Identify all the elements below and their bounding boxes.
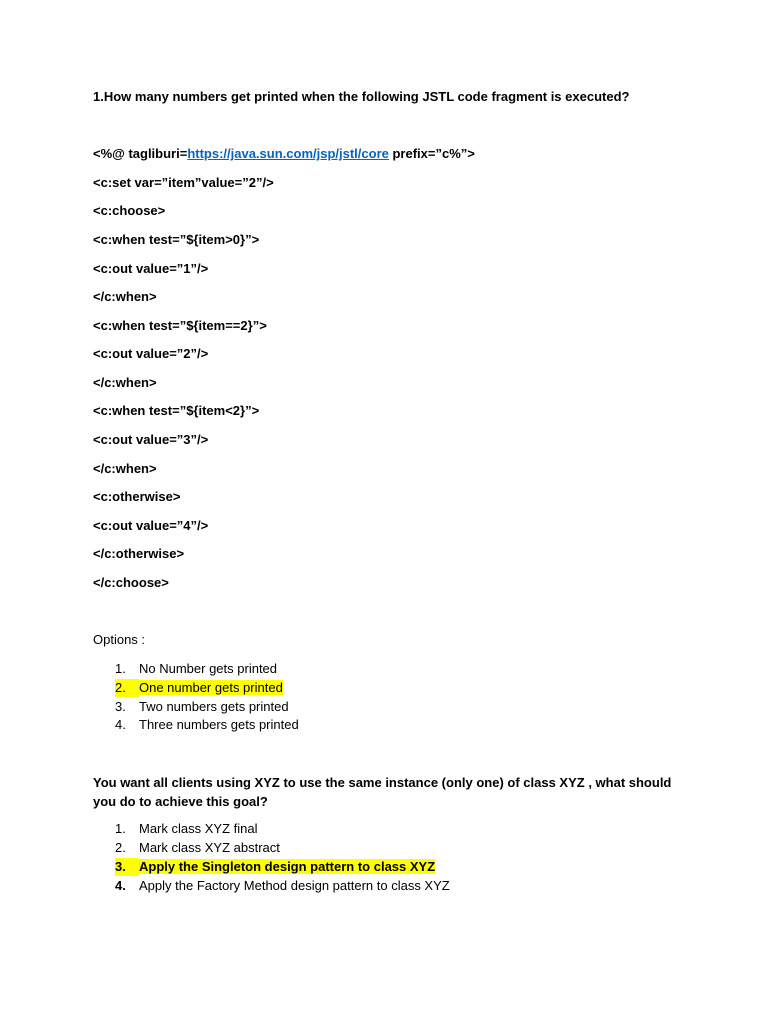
code-line: <c:out value=”4”/> <box>93 518 209 533</box>
q2-option-4 <box>115 877 450 895</box>
code-line: <c:out value=”3”/> <box>93 432 209 447</box>
code-line: </c:choose> <box>93 575 169 590</box>
option-number: 3. <box>115 858 139 876</box>
question-2-text: You want all clients using XYZ to use the same instance (only one) of class XYZ , what should you do to achieve this goal? <box>93 775 672 809</box>
q1-option-2-highlighted <box>115 679 283 697</box>
code-line: <c:when test=”${item>0}”> <box>93 232 260 247</box>
code-line: <c:out value=”1”/> <box>93 261 209 276</box>
q1-option-3 <box>115 698 289 716</box>
code-line: </c:otherwise> <box>93 546 185 561</box>
code-line: <c:otherwise> <box>93 489 181 504</box>
option-text: Mark class XYZ final <box>139 821 258 836</box>
options-label: Options : <box>93 632 146 647</box>
code-line: <c:set var=”item”value=”2”/> <box>93 175 274 190</box>
option-number: 1. <box>115 661 126 676</box>
q1-option-1 <box>115 660 277 678</box>
option-text: Apply the Factory Method design pattern to class XYZ <box>139 878 450 893</box>
option-text: Two numbers gets printed <box>139 699 289 714</box>
taglib-directive <box>93 145 475 163</box>
option-text: One number gets printed <box>139 680 283 695</box>
option-text: No Number gets printed <box>139 661 278 676</box>
q2-option-2 <box>115 839 280 857</box>
code-line: <c:when test=”${item<2}”> <box>93 403 260 418</box>
option-text: Apply the Singleton design pattern to class XYZ <box>139 859 436 874</box>
taglib-prefix: <%@ tagliburi= <box>93 146 188 161</box>
code-line: <c:out value=”2”/> <box>93 346 209 361</box>
code-line: </c:when> <box>93 289 157 304</box>
code-line: </c:when> <box>93 461 157 476</box>
option-text: Three numbers gets printed <box>139 717 299 732</box>
option-text: Mark class XYZ abstract <box>139 840 280 855</box>
taglib-uri-link[interactable]: https://java.sun.com/jsp/jstl/core <box>187 146 389 161</box>
code-line: <c:when test=”${item==2}”> <box>93 318 267 333</box>
option-number: 2. <box>115 840 126 855</box>
option-number: 3. <box>115 699 126 714</box>
option-number: 4. <box>115 717 126 732</box>
q2-option-1 <box>115 820 257 838</box>
code-line: </c:when> <box>93 375 157 390</box>
option-number: 4. <box>115 878 126 893</box>
question-1-text: 1.How many numbers get printed when the following JSTL code fragment is executed? <box>93 89 630 104</box>
code-line: <c:choose> <box>93 203 166 218</box>
q2-option-3-highlighted <box>115 858 435 876</box>
option-number: 2. <box>115 679 139 697</box>
q1-option-4 <box>115 716 299 734</box>
option-number: 1. <box>115 821 126 836</box>
taglib-suffix: prefix=”c%”> <box>388 146 475 161</box>
